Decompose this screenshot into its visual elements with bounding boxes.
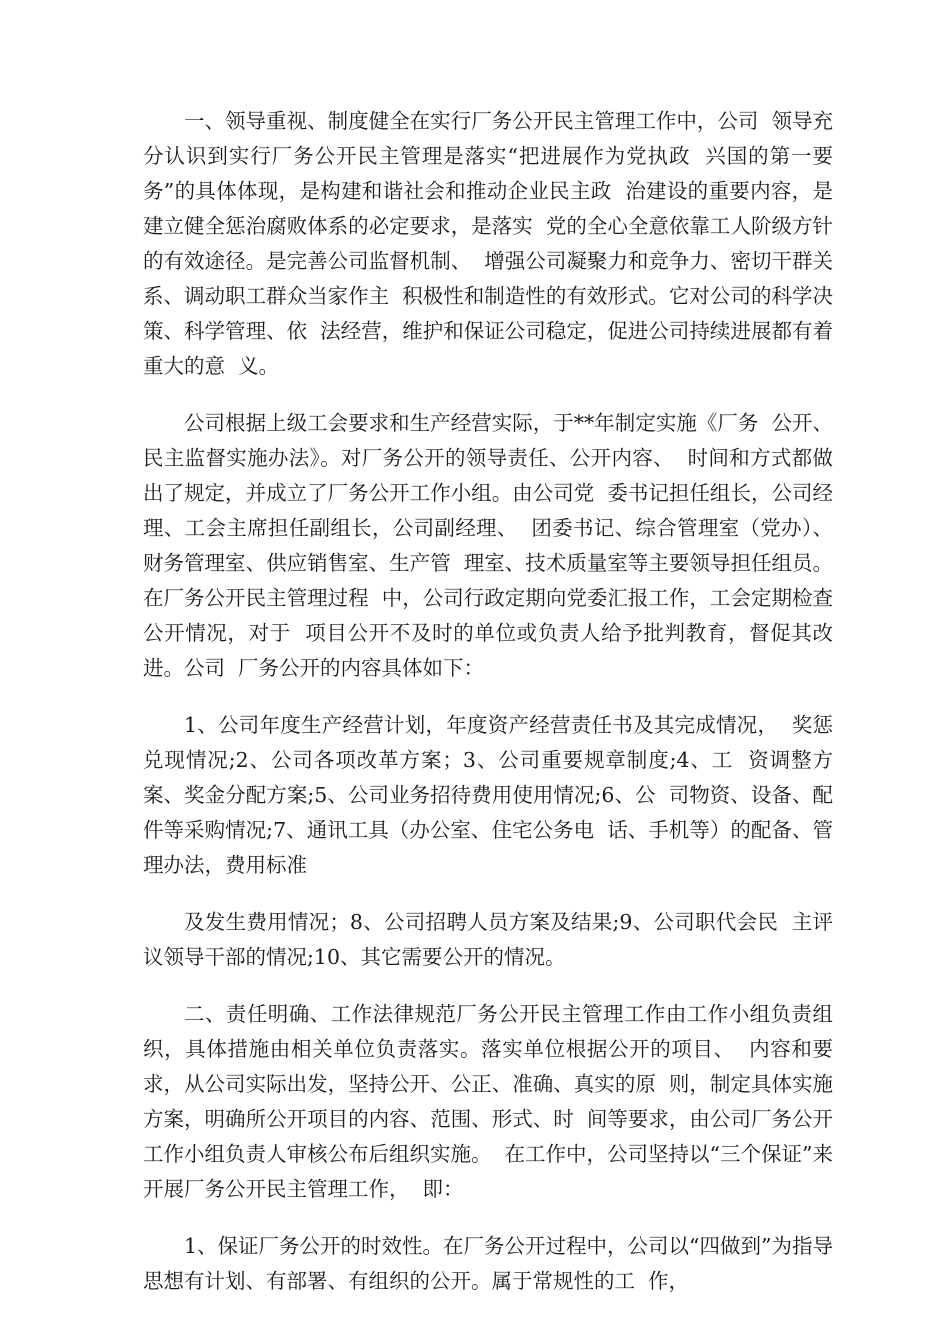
paragraph-2: 公司根据上级工会要求和生产经营实际，于**年制定实施《厂务 公开、民主监督实施办法》。对厂务公开的领导责任、公开内容、 时间和方式都做出了规定，并成立了厂务公开工作小组。由公司党 委书记担任组长，公司经理、工会主席担任副组长，公司副经理、 团委书记、综合管理室（党办）、财务管理室、供应销售室、生产管 理室、技术质量室等主要领导担任组员。在厂务公开民主管理过程 中，公司行政定期向党委汇报工作，工会定期检查公开情况，对于 项目公开不及时的单位或负责人给予批判教育，督促其改进。公司 厂务公开的内容具体如下： [143,411,833,680]
paragraph-1: 一、领导重视、制度健全在实行厂务公开民主管理工作中，公司 领导充分认识到实行厂务公开民主管理是落实“把进展作为党执政 兴国的第一要务”的具体体现，是构建和谐社会和推动企业民主政 治建设的重要内容，是建立健全惩治腐败体系的必定要求，是落实 党的全心全意依靠工人阶级方针的有效途径。是完善公司监督机制、 增强公司凝聚力和竞争力、密切干群关系、调动职工群众当家作主 积极性和制造性的有效形式。它对公司的科学决策、科学管理、依 法经营，维护和保证公司稳定，促进公司持续进展都有着重大的意 义。 [143,109,833,378]
paragraph-3: 1、公司年度生产经营计划，年度资产经营责任书及其完成情况， 奖惩兑现情况;2、公司各项改革方案；3、公司重要规章制度;4、工 资调整方案、奖金分配方案;5、公司业务招待费用使用情况;6、公 司物资、设备、配件等采购情况;7、通讯工具（办公室、住宅公务电 话、手机等）的配备、管理办法，费用标准 [143,713,833,877]
paragraph-4: 及发生费用情况；8、公司招聘人员方案及结果;9、公司职代会民 主评议领导干部的情况;10、其它需要公开的情况。 [143,910,833,969]
document-body [143,104,833,1321]
paragraph-6: 1、保证厂务公开的时效性。在厂务公开过程中，公司以“四做到”为指导思想有计划、有部署、有组织的公开。属于常规性的工 作， [143,1234,834,1293]
paragraph-5: 二、责任明确、工作法律规范厂务公开民主管理工作由工作小组负责组织，具体措施由相关单位负责落实。落实单位根据公开的项目、 内容和要求，从公司实际出发，坚持公开、公正、准确、真实的原 则，制定具体实施方案，明确所公开项目的内容、范围、形式、时 间等要求，由公司厂务公开工作小组负责人审核公布后组织实施。 在工作中，公司坚持以“三个保证”来开展厂务公开民主管理工作， 即： [143,1002,833,1201]
